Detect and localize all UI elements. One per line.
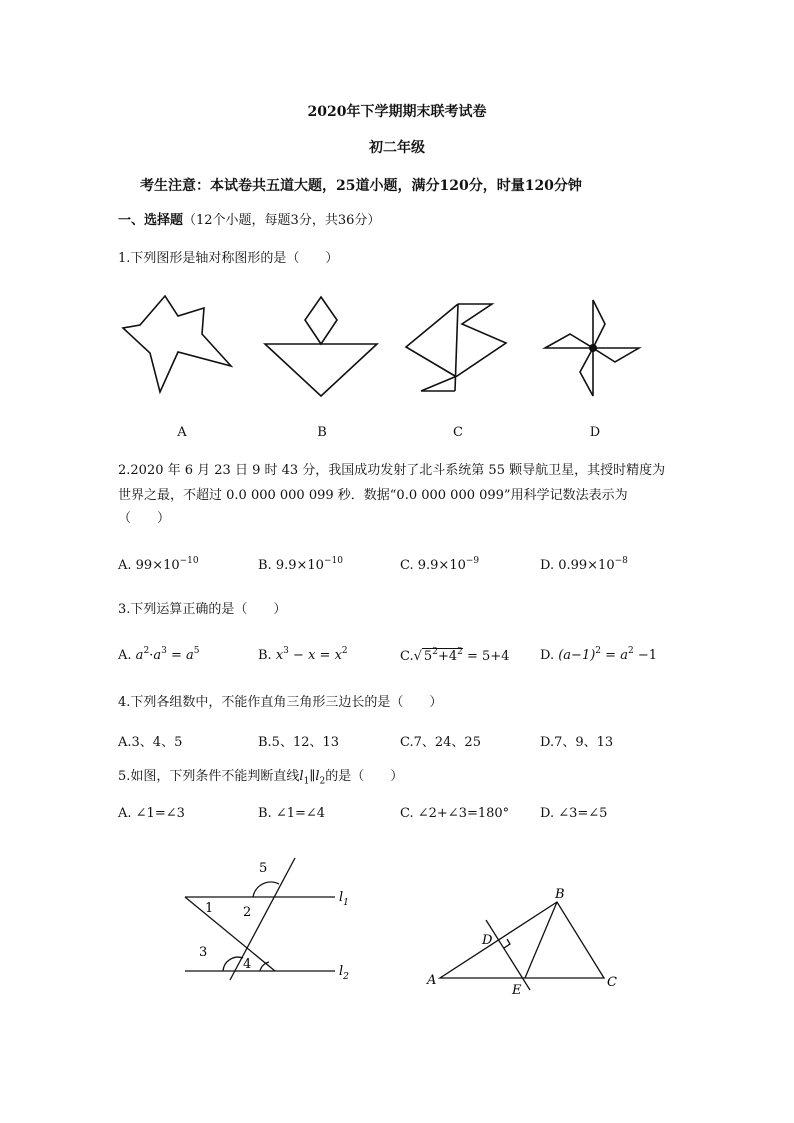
question-3-stem: 3.下列运算正确的是（ ） [118,602,287,617]
figure-c-label: C [453,425,463,440]
exam-title: 2020年下学期期末联考试卷 [307,104,487,120]
figure-b-label: B [317,425,327,440]
question-1-stem: 1.下列图形是轴对称图形的是（ ） [118,251,339,266]
question-4-stem: 4.下列各组数中，不能作直角三角形三边长的是（ ） [118,695,443,710]
angle-label-4: 4 [243,957,252,972]
angle-label-2: 2 [243,905,252,920]
question-5-figure-triangle [420,880,630,1000]
segment-be [525,902,557,978]
question-4-option-a: A.3、4、5 [118,735,183,750]
question-2-option-b: B. $9.9\times 10^{-10}$ [258,556,343,573]
section-detail: （12个小题，每题3分，共36分） [183,213,381,228]
angle-3-arc [223,957,243,971]
figure-b-shape [265,297,377,396]
question-3-option-a: A. $a^2\cdot a^3 = a^5$ [118,646,200,663]
exam-notice: 考生注意：本试卷共五道大题，25道小题，满分120分，时量120分钟 [140,178,582,194]
question-4-option-c: C.7、24、25 [400,735,481,750]
figure-c-shape [406,304,506,391]
question-2-option-c: C. $9.9\times 10^{-9}$ [400,556,480,573]
question-2-option-a: A. $99\times 10^{-10}$ [118,556,199,573]
question-2-line-1: 2.2020 年 6 月 23 日 9 时 43 分，我国成功发射了北斗系统第 55 颗导航卫星，其授时精度为 [118,463,666,478]
question-2-line-2: 世界之最，不超过 0.0 000 000 099 秒．数据“0.0 000 000 099”用科学记数法表示为 [118,488,628,503]
label-l1: $l_1$ [339,890,349,908]
question-5-option-d: D. ∠3=∠5 [540,806,608,821]
point-label-e: E [512,983,522,998]
transversal-2 [230,858,295,980]
figure-a-shape [123,296,231,392]
question-5-option-a: A. ∠1=∠3 [118,806,185,821]
question-3-option-c: C.√ $5^2+4^2 = 5+4$ [400,647,510,664]
vertex-label-a: A [427,973,437,988]
vertex-label-c: C [607,975,617,990]
figure-a-label: A [177,425,187,440]
angle-label-1: 1 [205,901,214,916]
question-5-stem: 5.如图，下列条件不能判断直线$l_1\parallel l_2$的是（ ） [118,769,404,787]
angle-4-arc [260,962,269,971]
question-3-option-d: D. $(a-1)^2 = a^2 -1$ [540,646,657,663]
question-3-option-b: B. $x^3 - x = x^2$ [258,646,348,663]
figure-d-label: D [589,425,601,440]
point-label-d: D [482,933,493,948]
question-4-option-b: B.5、12、13 [258,735,340,750]
perpendicular-de [486,920,530,990]
right-angle-mark [504,939,510,948]
angle-label-5: 5 [259,861,268,876]
label-l2: $l_2$ [339,964,349,982]
question-2-option-d: D. $0.99\times 10^{-8}$ [540,556,628,573]
question-5-figure-parallel-lines [175,850,365,990]
vertex-label-b: B [555,887,565,902]
figure-d-center-dot [589,344,597,352]
question-4-option-d: D.7、9、13 [540,735,614,750]
section-heading [118,208,380,233]
section-name: 一、选择题 [118,213,184,228]
question-2-line-3: （ ） [118,511,171,526]
question-1-figures [110,290,650,410]
question-5-option-b: B. ∠1=∠4 [258,806,326,821]
triangle-abc [440,902,604,978]
grade-label: 初二年级 [369,140,425,156]
question-5-option-c: C. ∠2+∠3=180° [400,806,510,821]
angle-label-3: 3 [199,945,208,960]
